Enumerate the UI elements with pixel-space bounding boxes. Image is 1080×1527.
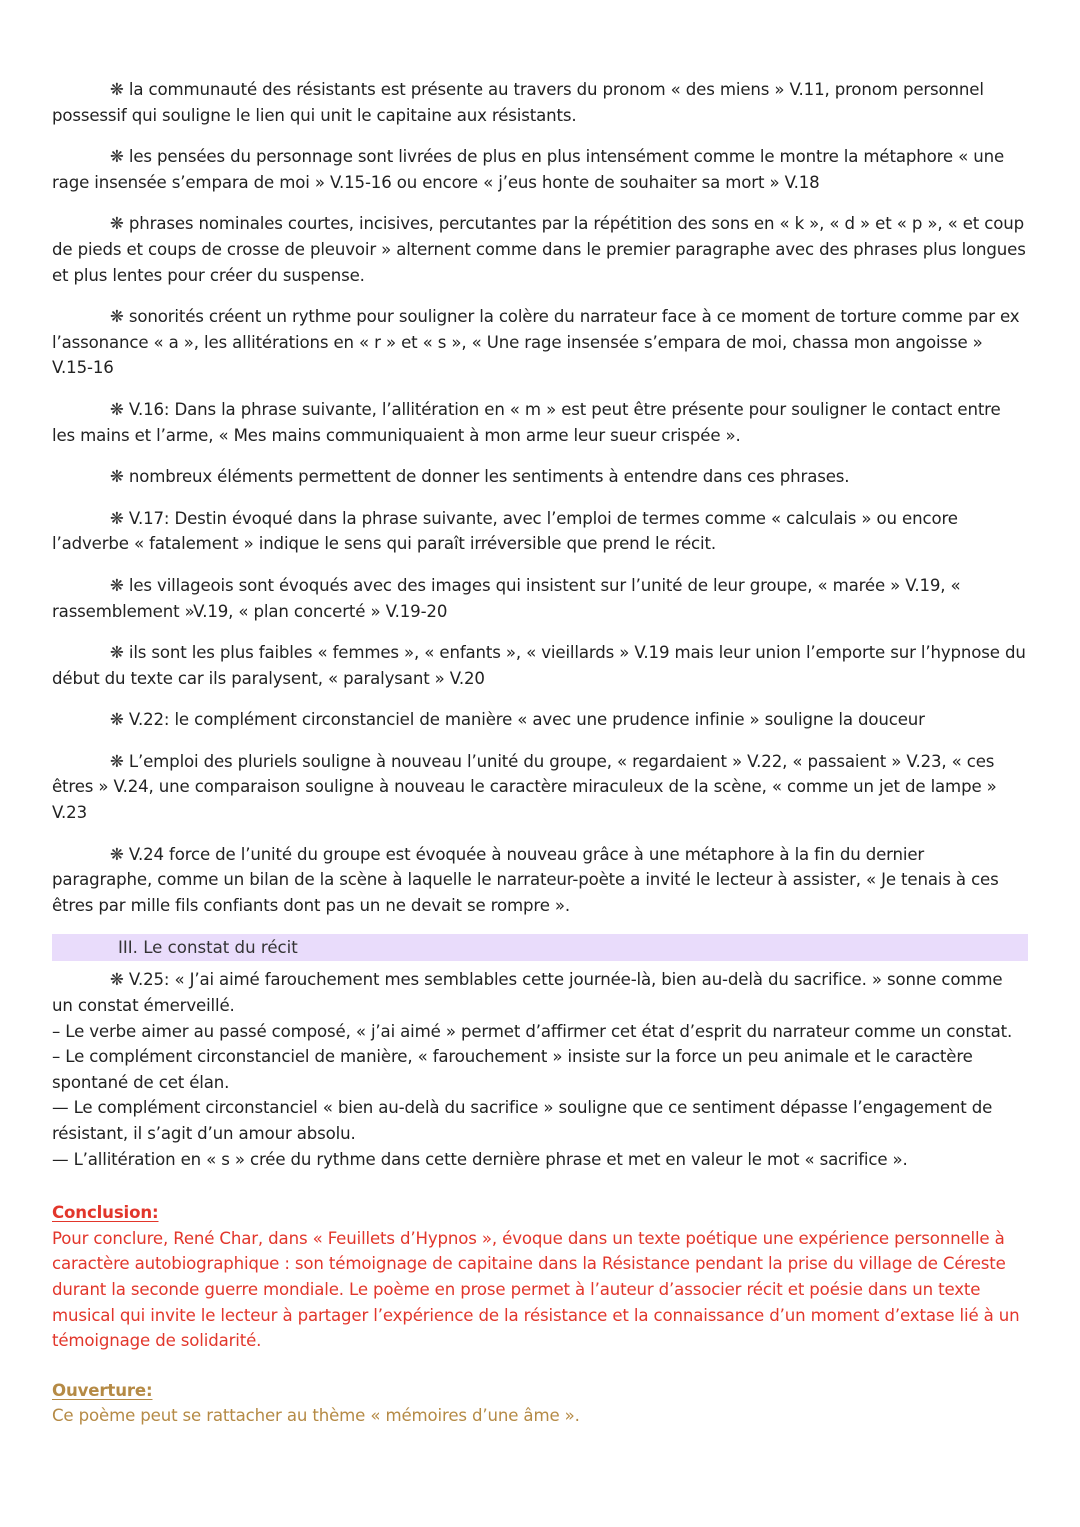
- ouverture-text: Ce poème peut se rattacher au thème « mémoires d’une âme ».: [52, 1406, 580, 1426]
- asterisk-icon: ❋: [110, 307, 124, 327]
- dash-item: — L’allitération en « s » crée du rythme dans cette dernière phrase et met en valeur le mot « sacrifice ».: [52, 1149, 908, 1169]
- bullet-text: V.22: le complément circonstanciel de manière « avec une prudence infinie » souligne la douceur: [128, 710, 925, 730]
- bullet-paragraph: [52, 573, 1028, 624]
- asterisk-icon: ❋: [110, 575, 124, 595]
- bullet-paragraph: [52, 640, 1028, 691]
- bullet-paragraph: [52, 397, 1028, 448]
- bullet-text: sonorités créent un rythme pour souligner la colère du narrateur face à ce moment de torture comme par ex l’assonance « a », les allitérations en « r » et « s », « Une rage insensée s’empara de moi, chassa mon angoisse » V.15-16: [52, 307, 1020, 378]
- bullet-paragraph: [52, 464, 1028, 490]
- conclusion-block: [52, 1200, 1028, 1354]
- ouverture-heading: Ouverture:: [52, 1380, 153, 1400]
- bullet-paragraph: [52, 77, 1028, 128]
- asterisk-icon: ❋: [110, 710, 124, 730]
- conclusion-text: Pour conclure, René Char, dans « Feuillets d’Hypnos », évoque dans un texte poétique une expérience personnelle à caractère autobiographique : son témoignage de capitaine dans la Résistance pendant la prise du village de Céreste durant la seconde guerre mondiale. Le poème en prose permet à l’auteur d’associer récit et poésie dans un texte musical qui invite le lecteur à partager l’expérience de la résistance et la connaissance d’un moment d’extase lié à un témoignage de solidarité.: [52, 1228, 1020, 1351]
- section-title: III. Le constat du récit: [118, 938, 298, 958]
- dash-item: – Le complément circonstanciel de manière, « farouchement » insiste sur la force un peu animale et le caractère spontané de cet élan.: [52, 1047, 973, 1092]
- dash-item: – Le verbe aimer au passé composé, « j’ai aimé » permet d’affirmer cet état d’esprit du narrateur comme un constat.: [52, 1021, 1013, 1041]
- asterisk-icon: ❋: [110, 399, 124, 419]
- bullet-text: L’emploi des pluriels souligne à nouveau l’unité du groupe, « regardaient » V.22, « passaient » V.23, « ces êtres » V.24, une comparaison souligne à nouveau le caractère miraculeux de la scène, « comme un jet de lampe » V.23: [52, 751, 997, 823]
- bullet-text: les pensées du personnage sont livrées de plus en plus intensément comme le montre la métaphore « une rage insensée s’empara de moi » V.15-16 ou encore « j’eus honte de souhaiter sa mort » V.18: [52, 147, 1005, 192]
- bullet-text: ils sont les plus faibles « femmes », « enfants », « vieillards » V.19 mais leur union l’emporte sur l’hypnose du début du texte car ils paralysent, « paralysant » V.20: [52, 643, 1026, 688]
- asterisk-icon: ❋: [110, 80, 124, 99]
- asterisk-icon: ❋: [110, 844, 124, 864]
- bullet-text: nombreux éléments permettent de donner les sentiments à entendre dans ces phrases.: [128, 467, 850, 487]
- bullet-text: V.16: Dans la phrase suivante, l’allitération en « m » est peut être présente pour souligner le contact entre les mains et l’arme, « Mes mains communiquaient à mon arme leur sueur crispée ».: [52, 399, 1001, 445]
- bullet-paragraph: [52, 749, 1028, 826]
- section-heading-bar: [52, 934, 1028, 961]
- bullet-text: V.24 force de l’unité du groupe est évoquée à nouveau grâce à une métaphore à la fin du dernier paragraphe, comme un bilan de la scène à laquelle le narrateur-poète a invité le lecteur à assister, « Je tenais à ces êtres par mille fils confiants dont pas un ne devait se rompre ».: [52, 844, 999, 915]
- bullet-paragraph: [52, 707, 1028, 733]
- dash-item: — Le complément circonstanciel « bien au-delà du sacrifice » souligne que ce sentiment dépasse l’engagement de résistant, il s’agit d’un amour absolu.: [52, 1098, 993, 1143]
- conclusion-heading: Conclusion:: [52, 1203, 159, 1223]
- bullet-paragraph: [52, 842, 1028, 919]
- ouverture-block: [52, 1378, 1028, 1429]
- bullet-text: V.17: Destin évoqué dans la phrase suivante, avec l’emploi de termes comme « calculais » ou encore l’adverbe « fatalement » indique le sens qui paraît irréversible que prend le récit.: [52, 508, 958, 554]
- asterisk-icon: ❋: [110, 467, 124, 487]
- asterisk-icon: ❋: [110, 643, 124, 663]
- bullet-paragraph: [52, 304, 1028, 381]
- section-intro: [52, 967, 1028, 1018]
- bullet-paragraph: [52, 506, 1028, 557]
- asterisk-icon: ❋: [110, 508, 124, 528]
- bullet-text: les villageois sont évoqués avec des images qui insistent sur l’unité de leur groupe, « marée » V.19, « rassemblement »V.19, « plan concerté » V.19-20: [52, 575, 961, 621]
- section-intro-text: V.25: « J’ai aimé farouchement mes semblables cette journée-là, bien au-delà du sacrifice. » sonne comme un constat émerveillé.: [52, 970, 1003, 1016]
- asterisk-icon: ❋: [110, 147, 124, 167]
- bullet-paragraph: [52, 144, 1028, 195]
- asterisk-icon: ❋: [110, 214, 124, 234]
- bullet-text: phrases nominales courtes, incisives, percutantes par la répétition des sons en « k », « d » et « p », « et coup de pieds et coups de crosse de pleuvoir » alternent comme dans le premier paragraphe avec des phrases plus longues et plus lentes pour créer du suspense.: [52, 214, 1026, 285]
- asterisk-icon: ❋: [110, 751, 124, 771]
- bullet-paragraph: [52, 211, 1028, 288]
- asterisk-icon: ❋: [110, 970, 124, 990]
- bullet-text: la communauté des résistants est présente au travers du pronom « des miens » V.11, pronom personnel possessif qui souligne le lien qui unit le capitaine aux résistants.: [52, 80, 984, 125]
